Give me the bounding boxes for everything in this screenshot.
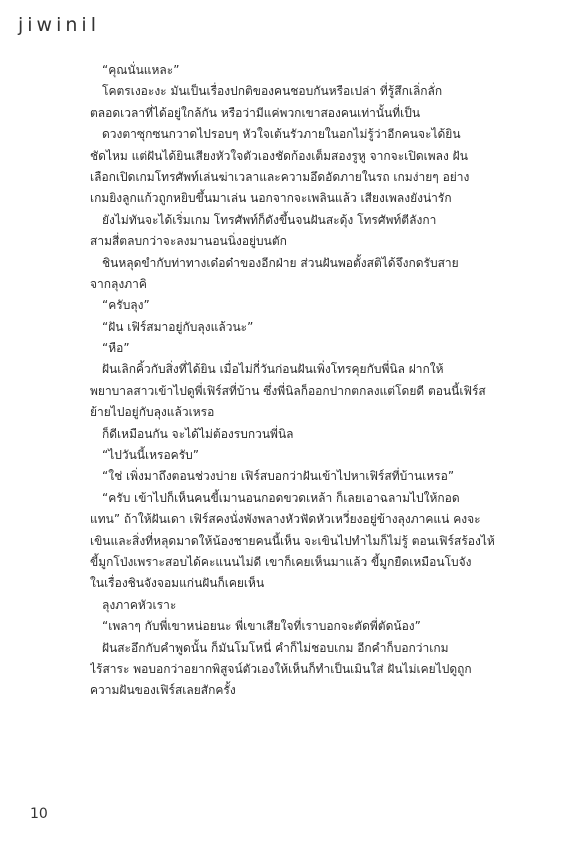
text-line: ชินหลุดขำกับท่าทางเด๋อด๋าของอีกฝ่าย ส่วนฝันพอตั้งสติได้จึงกดรับสาย: [102, 255, 459, 270]
text-line: “เพลาๆ กับพี่เขาหน่อยนะ พี่เขาเสียใจที่เราบอกจะตัดพี่ตัดน้อง”: [102, 619, 421, 634]
text-line: ฝันเลิกคิ้วกับสิ่งที่ได้ยิน เมื่อไม่กี่วันก่อนฝันเพิ่งโทรคุยกับพี่นิล ฝากให้: [102, 362, 444, 377]
text-line: “คุณนั่นแหละ”: [102, 63, 180, 77]
text-line: ขี้มูกโป่งเพราะสอบได้คะแนนไม่ดี เขาก็เคยเห็นมาแล้ว ขี้มูกยืดเหมือนโบจัง: [90, 554, 472, 569]
text-line: พยาบาลสาวเข้าไปดูพี่เฟิร์สที่บ้าน ซึ่งพี่นิลก็ออกปากตกลงแต่โดยดี ตอนนี้เฟิร์ส: [90, 383, 486, 398]
text-line: ฝันสะอึกกับคำพูดนั้น ก็มันโมโหนี่ คำก็ไม่ชอบเกม อีกคำก็บอกว่าเกม: [102, 640, 449, 655]
text-line: “ฝัน เฟิร์สมาอยู่กับลุงแล้วนะ”: [102, 319, 254, 334]
text-line: ความฝันของเฟิร์สเลยสักครั้ง: [90, 683, 236, 698]
text-line: ดวงตาซุกซนกวาดไปรอบๆ หัวใจเต้นรัวภายในอกไม่รู้ว่าอีกคนจะได้ยิน: [102, 127, 461, 142]
text-line: แทน” ถ้าให้ฝันเดา เฟิร์สคงนั่งพังพลางหัวฟัดหัวเหวี่ยงอยู่ข้างลุงภาคแน่ คงจะ: [90, 512, 481, 527]
text-line: เลือกเปิดเกมโทรศัพท์เล่นฆ่าเวลาและความอึดอัดภายในรถ เกมง่ายๆ อย่าง: [90, 169, 470, 184]
text-line: ตลอดเวลาที่ได้อยู่ใกล้กัน หรือว่ามีแค่พวกเขาสองคนเท่านั้นที่เป็น: [90, 105, 421, 120]
text-line: ก็ดีเหมือนกัน จะได้ไม่ต้องรบกวนพี่นิล: [102, 426, 294, 441]
text-line: โคตรเงอะงะ มันเป็นเรื่องปกติของคนชอบกันหรือเปล่า ที่รู้สึกเลิ่กลั่ก: [102, 84, 443, 99]
text-line: “หือ”: [102, 341, 130, 356]
text-line: จากลุงภาคิ: [90, 276, 147, 291]
text-line: เกมยิงลูกแก้วถูกหยิบขึ้นมาเล่น นอกจากจะเพลินแล้ว เสียงเพลงยังน่ารัก: [90, 191, 452, 206]
text-line: “ใช่ เพิ่งมาถึงตอนช่วงบ่าย เฟิร์สบอกว่าฝันเข้าไปหาเฟิร์สที่บ้านเหรอ”: [102, 469, 455, 484]
text-line: ย้ายไปอยู่กับลุงแล้วเหรอ: [90, 405, 215, 420]
text-line: ในเรื่องชินจังจอมแก่นฝันก็เคยเห็น: [90, 576, 265, 591]
text-line: สามสี่ตลบกว่าจะลงมานอนนิ่งอยู่บนตัก: [90, 234, 287, 249]
text-line: “ครับ เข้าไปก็เห็นคนขี้เมานอนกอดขวดเหล้า ก็เลยเอาฉลามไปให้กอด: [102, 490, 460, 505]
running-header: jiwinil: [18, 14, 100, 36]
text-line: ยังไม่ทันจะได้เริ่มเกม โทรศัพท์ก็ดังขึ้นจนฝันสะดุ้ง โทรศัพท์ตีลังกา: [102, 212, 437, 227]
text-line: ชัดไหม แต่ฝันได้ยินเสียงหัวใจตัวเองชัดก้องเต็มสองรูหู จากจะเปิดเพลง ฝัน: [90, 148, 468, 163]
page-number: 10: [30, 806, 48, 822]
text-line: “ไปวันนี้เหรอครับ”: [102, 448, 199, 463]
text-line: ไร้สาระ พอบอกว่าอยากพิสูจน์ตัวเองให้เห็นก็ทำเป็นเมินใส่ ฝันไม่เคยไปดูถูก: [90, 661, 472, 676]
text-line: ลุงภาคหัวเราะ: [102, 597, 177, 612]
text-line: เขินและสิ่งที่หลุดมาดให้น้องชายคนนี้เห็น จะเขินไปทำไมก็ไม่รู้ ตอนเฟิร์สร้องไห้: [90, 533, 495, 548]
text-line: “ครับลุง”: [102, 298, 150, 313]
page-body: [90, 60, 495, 702]
